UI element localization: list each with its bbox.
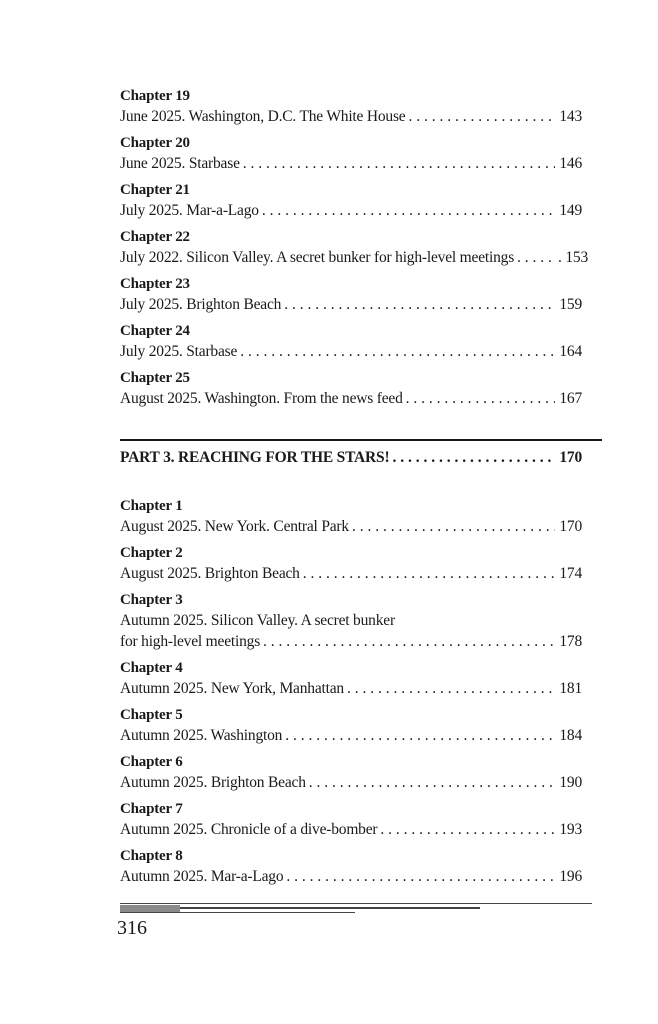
footer-rule-bottom [120, 912, 355, 913]
chapter-title-line [120, 631, 582, 652]
chapter-title: for high-level meetings [120, 633, 261, 650]
toc-entry [120, 321, 582, 362]
toc-entry [120, 227, 589, 268]
chapter-label: Chapter 22 [120, 229, 190, 245]
toc-entry [120, 274, 582, 315]
page-ref: 159 [559, 296, 582, 313]
leader-dots [284, 294, 555, 315]
chapter-label: Chapter 2 [120, 545, 183, 561]
toc-entry [120, 799, 582, 840]
footer-rule-block [120, 905, 180, 912]
chapter-title: June 2025. Washington, D.C. The White House [120, 108, 406, 125]
chapter-title: July 2025. Starbase [120, 343, 238, 360]
chapter-label: Chapter 21 [120, 182, 190, 198]
chapter-title: Autumn 2025. Mar-a-Lago [120, 868, 284, 885]
toc-entry [120, 590, 582, 652]
chapter-label: Chapter 19 [120, 88, 190, 104]
page-ref: 143 [559, 108, 582, 125]
page-ref: 149 [559, 202, 582, 219]
chapter-title: August 2025. New York. Central Park [120, 518, 349, 535]
part-page: 170 [559, 449, 582, 466]
chapter-title: August 2025. Brighton Beach [120, 565, 300, 582]
part-title: PART 3. REACHING FOR THE STARS! [120, 449, 390, 466]
page-ref: 167 [559, 390, 582, 407]
chapter-title: Autumn 2025. Chronicle of a dive-bomber [120, 821, 378, 838]
page-ref: 196 [559, 868, 582, 885]
part-divider-rule [120, 439, 602, 441]
chapter-title-line [120, 725, 582, 746]
chapter-label: Chapter 7 [120, 801, 183, 817]
leader-dots [380, 819, 555, 840]
part-heading [120, 439, 602, 468]
page-ref: 170 [559, 518, 582, 535]
footer-rule-top [120, 903, 592, 904]
part-title-line [120, 447, 582, 468]
chapter-title-line: Autumn 2025. Silicon Valley. A secret bunker [120, 612, 395, 629]
leader-dots [347, 678, 555, 699]
leader-dots [406, 388, 555, 409]
chapter-title-line [120, 772, 582, 793]
leader-dots [262, 200, 555, 221]
page-ref: 174 [559, 565, 582, 582]
chapter-title: Autumn 2025. Brighton Beach [120, 774, 306, 791]
page-ref: 190 [559, 774, 582, 791]
page-number: 316 [117, 917, 147, 939]
chapter-label: Chapter 6 [120, 754, 183, 770]
chapter-label: Chapter 8 [120, 848, 183, 864]
chapter-title-line [120, 247, 589, 268]
toc-entry [120, 658, 582, 699]
chapter-title-line [120, 106, 582, 127]
leader-dots [285, 725, 555, 746]
chapter-title-line [120, 294, 582, 315]
chapter-title-line [120, 866, 582, 887]
leader-dots [303, 563, 555, 584]
footer-rule-middle [180, 907, 480, 909]
chapter-title: July 2022. Silicon Valley. A secret bunker for high-level meetings [120, 249, 515, 266]
chapter-title: August 2025. Washington. From the news feed [120, 390, 403, 407]
chapter-label: Chapter 25 [120, 370, 190, 386]
page-ref: 178 [559, 633, 582, 650]
toc-entry [120, 752, 582, 793]
toc-entry [120, 705, 582, 746]
leader-dots [240, 341, 555, 362]
chapter-title-line [120, 563, 582, 584]
leader-dots [409, 106, 556, 127]
leader-dots [309, 772, 555, 793]
leader-dots [392, 447, 555, 468]
leader-dots [286, 866, 555, 887]
chapter-label: Chapter 20 [120, 135, 190, 151]
leader-dots [352, 516, 555, 537]
toc-entry [120, 368, 582, 409]
chapter-title-line [120, 678, 582, 699]
chapter-label: Chapter 4 [120, 660, 183, 676]
page-ref: 164 [559, 343, 582, 360]
toc-entry [120, 86, 582, 127]
chapter-label: Chapter 23 [120, 276, 190, 292]
chapter-title: June 2025. Starbase [120, 155, 240, 172]
chapter-label: Chapter 24 [120, 323, 190, 339]
toc-entry [120, 496, 582, 537]
page-ref: . 153 [558, 249, 589, 266]
part2-chapter-list [120, 86, 589, 409]
footer-rules [120, 903, 592, 915]
leader-dots [263, 631, 555, 652]
page-ref: 184 [559, 727, 582, 744]
page-ref: 181 [559, 680, 582, 697]
part3-chapter-list [120, 496, 582, 887]
chapter-title: Autumn 2025. New York, Manhattan [120, 680, 344, 697]
chapter-title-line [120, 819, 582, 840]
page-ref: 193 [559, 821, 582, 838]
page-ref: 146 [559, 155, 582, 172]
chapter-title: July 2025. Brighton Beach [120, 296, 282, 313]
toc-entry [120, 180, 582, 221]
toc-entry [120, 133, 582, 174]
table-of-contents [120, 86, 589, 893]
chapter-title-line [120, 341, 582, 362]
chapter-title-line [120, 388, 582, 409]
chapter-title-line [120, 153, 582, 174]
leader-dots [243, 153, 555, 174]
chapter-title: Autumn 2025. Washington [120, 727, 283, 744]
leader-dots [517, 247, 555, 268]
chapter-label: Chapter 1 [120, 498, 183, 514]
chapter-title: July 2025. Mar-a-Lago [120, 202, 259, 219]
chapter-label: Chapter 3 [120, 592, 183, 608]
chapter-title-line [120, 200, 582, 221]
chapter-label: Chapter 5 [120, 707, 183, 723]
chapter-title-line [120, 516, 582, 537]
toc-entry [120, 543, 582, 584]
toc-entry [120, 846, 582, 887]
